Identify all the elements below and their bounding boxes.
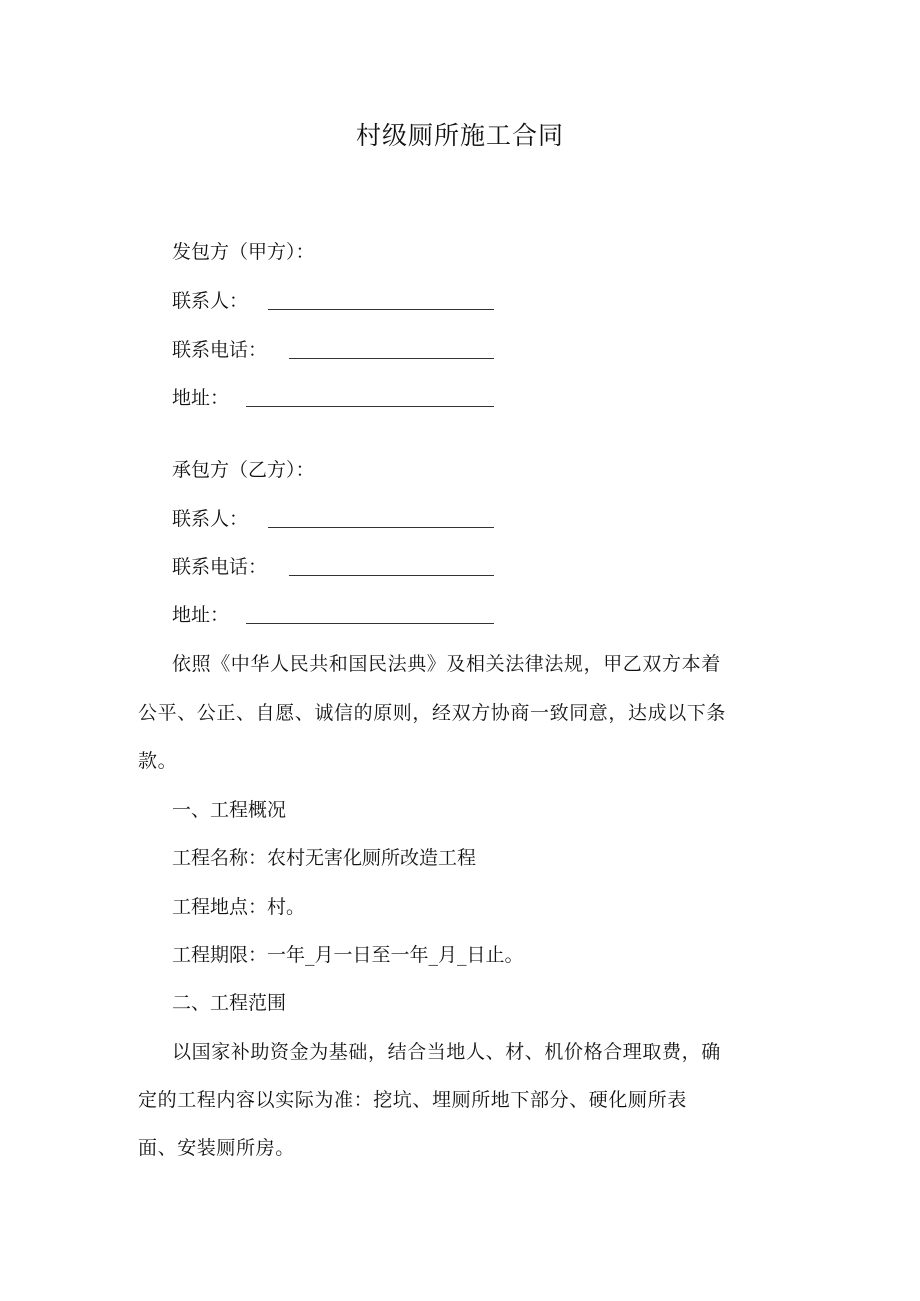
preamble-line-3: 款。 — [138, 750, 178, 772]
preamble-line-1: 依照《中华人民共和国民法典》及相关法律法规，甲乙双方本着 — [172, 653, 721, 675]
party-a-contact-blank — [268, 309, 494, 310]
scope-line-2: 定的工程内容以实际为准：挖坑、埋厕所地下部分、硬化厕所表 — [138, 1089, 687, 1111]
project-name: 工程名称：农村无害化厕所改造工程 — [172, 847, 477, 869]
preamble-line-2: 公平、公正、自愿、诚信的原则，经双方协商一致同意，达成以下条 — [138, 702, 727, 724]
party-b-contact-label: 联系人： — [172, 508, 249, 530]
party-a-phone-blank — [289, 358, 494, 359]
party-b-address-blank — [246, 623, 494, 624]
party-b-address-label: 地址： — [172, 604, 230, 626]
scope-line-3: 面、安装厕所房。 — [138, 1137, 295, 1159]
section-2-heading: 二、工程范围 — [172, 992, 287, 1014]
project-location: 工程地点：村。 — [172, 896, 306, 918]
party-a-phone-label: 联系电话： — [172, 339, 268, 361]
party-b-phone-label: 联系电话： — [172, 556, 268, 578]
party-a-heading: 发包方（甲方）： — [172, 241, 315, 263]
scope-line-1: 以国家补助资金为基础，结合当地人、材、机价格合理取费，确 — [172, 1041, 721, 1063]
party-b-phone-blank — [289, 575, 494, 576]
party-a-address-label: 地址： — [172, 387, 230, 409]
party-a-contact-label: 联系人： — [172, 290, 249, 312]
document-title: 村级厕所施工合同 — [355, 121, 564, 150]
project-period: 工程期限：一年_月一日至一年_月_日止。 — [172, 944, 524, 966]
section-1-heading: 一、工程概况 — [172, 799, 287, 821]
party-a-address-blank — [246, 406, 494, 407]
party-b-heading: 承包方（乙方）： — [172, 459, 315, 481]
party-b-contact-blank — [268, 527, 494, 528]
